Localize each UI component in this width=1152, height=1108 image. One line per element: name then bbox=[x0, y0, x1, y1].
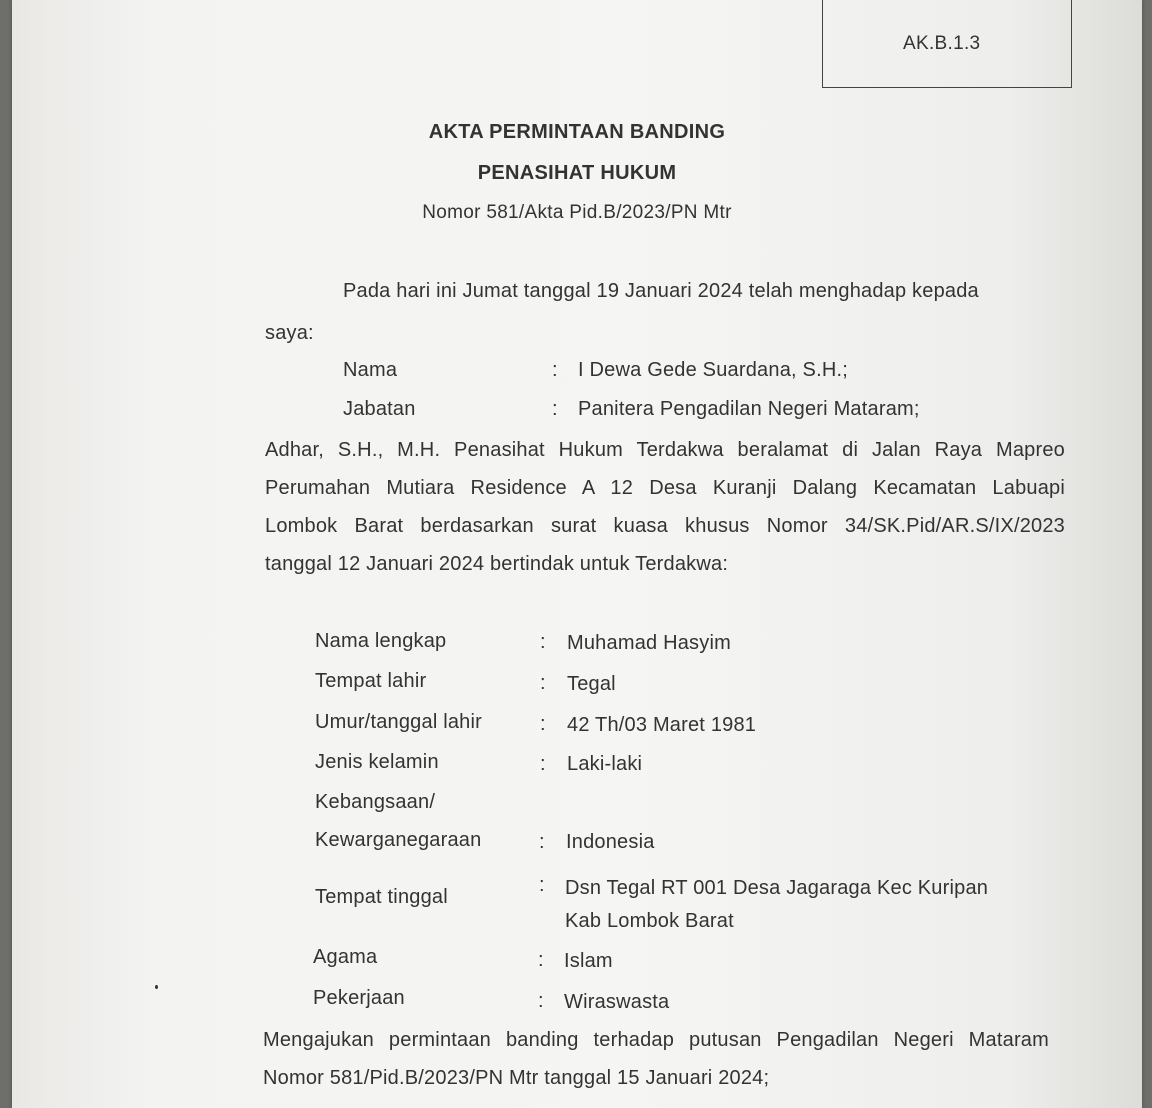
gender-label: Jenis kelamin bbox=[315, 751, 439, 773]
officer-name-label: Nama bbox=[343, 359, 398, 381]
gender-value: Laki-laki bbox=[567, 753, 643, 775]
counsel-line-4: tanggal 12 Januari 2024 bertindak untuk Terdakwa: bbox=[265, 553, 729, 575]
religion-colon: : bbox=[538, 949, 544, 971]
gender-colon: : bbox=[540, 753, 546, 775]
closing-line-1: Mengajukan permintaan banding terhadap putusan Pengadilan Negeri Mataram bbox=[263, 1029, 1049, 1051]
birthplace-colon: : bbox=[540, 672, 546, 694]
occupation-value: Wiraswasta bbox=[564, 991, 670, 1013]
counsel-line-1: Adhar, S.H., M.H. Penasihat Hukum Terdakwa beralamat di Jalan Raya Mapreo bbox=[265, 439, 1065, 461]
opening-line-2: saya: bbox=[265, 322, 314, 344]
document-subtitle: PENASIHAT HUKUM bbox=[477, 162, 677, 184]
nationality-label-2: Kewarganegaraan bbox=[315, 829, 482, 851]
counsel-line-3: Lombok Barat berdasarkan surat kuasa khusus Nomor 34/SK.Pid/AR.S/IX/2023 bbox=[265, 515, 1065, 537]
religion-label: Agama bbox=[313, 946, 378, 968]
birthplace-label: Tempat lahir bbox=[315, 670, 427, 692]
residence-value-2: Kab Lombok Barat bbox=[565, 910, 734, 932]
residence-colon: : bbox=[539, 874, 545, 896]
officer-position-colon: : bbox=[552, 398, 558, 420]
closing-line-2: Nomor 581/Pid.B/2023/PN Mtr tanggal 15 Januari 2024; bbox=[263, 1067, 770, 1089]
opening-line-1: Pada hari ini Jumat tanggal 19 Januari 2024 telah menghadap kepada bbox=[343, 280, 979, 302]
nationality-colon: : bbox=[539, 831, 545, 853]
document-number: Nomor 581/Akta Pid.B/2023/PN Mtr bbox=[422, 202, 732, 223]
officer-position-value: Panitera Pengadilan Negeri Mataram; bbox=[578, 398, 920, 420]
residence-label: Tempat tinggal bbox=[315, 886, 448, 908]
nationality-label-1: Kebangsaan/ bbox=[315, 791, 436, 813]
counsel-line-2: Perumahan Mutiara Residence A 12 Desa Kuranji Dalang Kecamatan Labuapi bbox=[265, 477, 1065, 499]
residence-value-1: Dsn Tegal RT 001 Desa Jagaraga Kec Kuripan bbox=[565, 877, 989, 899]
defendant-name-colon: : bbox=[540, 631, 546, 653]
defendant-name-label: Nama lengkap bbox=[315, 630, 447, 652]
form-code: AK.B.1.3 bbox=[903, 33, 981, 54]
age-birthdate-colon: : bbox=[540, 713, 546, 735]
age-birthdate-value: 42 Th/03 Maret 1981 bbox=[567, 714, 757, 736]
nationality-value: Indonesia bbox=[566, 831, 655, 853]
officer-name-value: I Dewa Gede Suardana, S.H.; bbox=[578, 359, 848, 381]
occupation-colon: : bbox=[538, 990, 544, 1012]
age-birthdate-label: Umur/tanggal lahir bbox=[315, 711, 483, 733]
document-page bbox=[12, 0, 1142, 1108]
form-code-box bbox=[822, 0, 1072, 88]
defendant-name-value: Muhamad Hasyim bbox=[567, 632, 731, 654]
officer-name-colon: : bbox=[552, 359, 558, 381]
paper-mark bbox=[155, 985, 158, 989]
religion-value: Islam bbox=[564, 950, 613, 972]
birthplace-value: Tegal bbox=[567, 673, 616, 695]
document-title: AKTA PERMINTAAN BANDING bbox=[428, 121, 726, 143]
occupation-label: Pekerjaan bbox=[313, 987, 405, 1009]
officer-position-label: Jabatan bbox=[343, 398, 416, 420]
